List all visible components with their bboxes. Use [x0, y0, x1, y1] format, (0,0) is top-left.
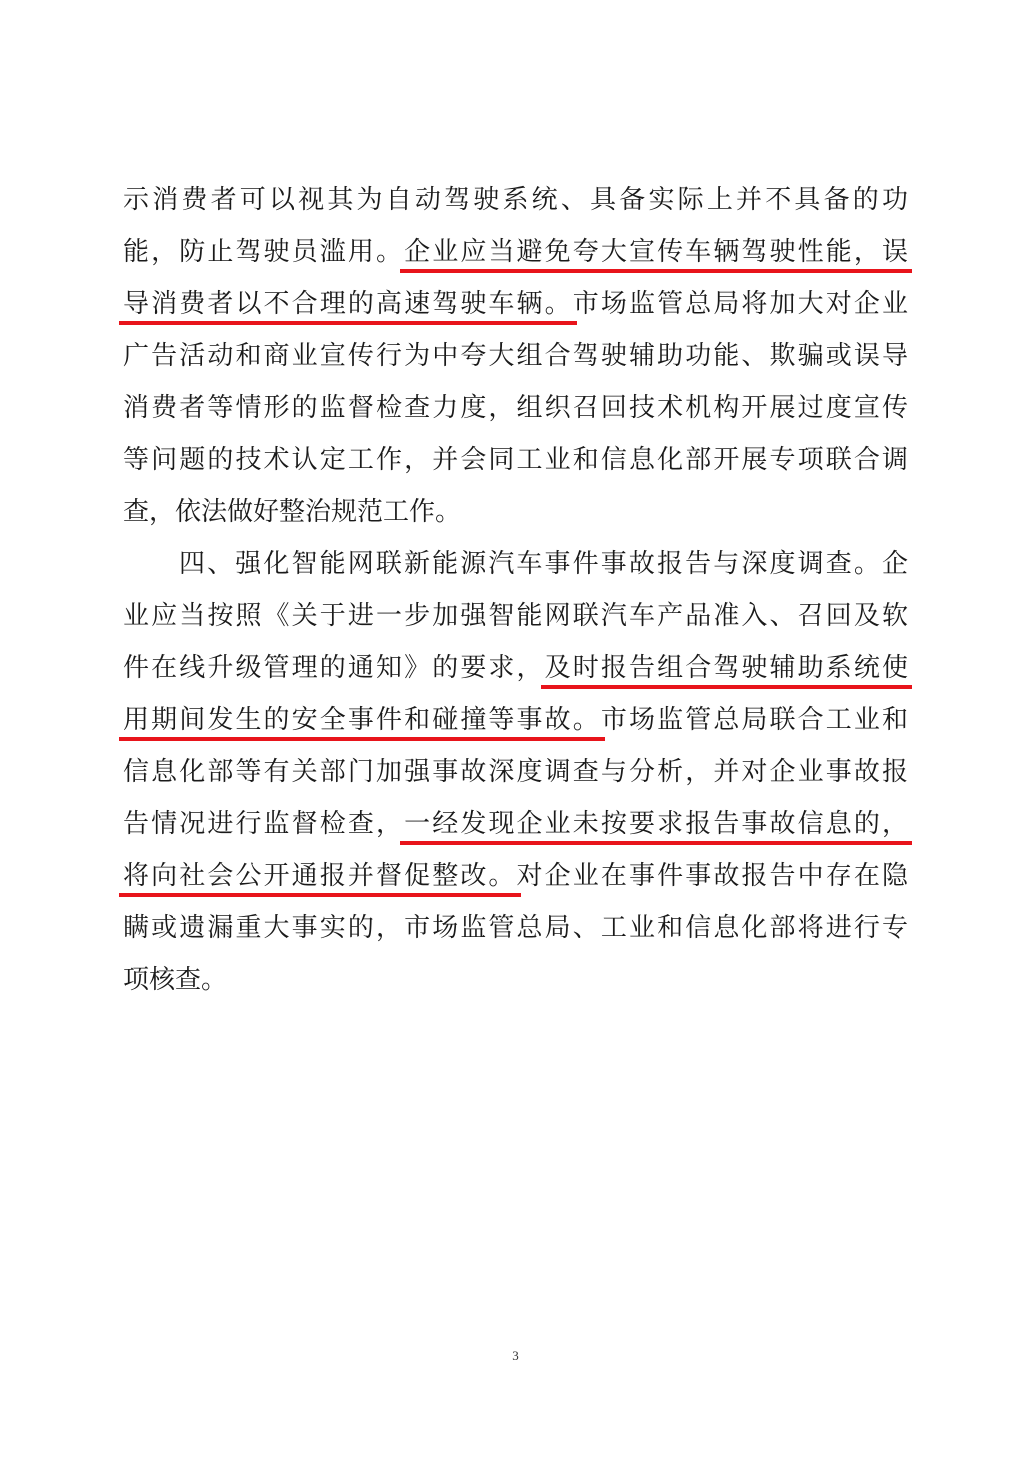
- text-line: [123, 434, 908, 486]
- text-segment: 示消费者可以视其为自动驾驶系统、具备实际上并不具备的功: [123, 185, 908, 215]
- text-line: [123, 850, 908, 902]
- text-line: [123, 538, 908, 590]
- text-segment: 消费者等情形的监督检查力度，组织召回技术机构开展过度宣传: [123, 393, 908, 423]
- underlined-text: 及时报告组合驾驶辅助系统使: [541, 653, 912, 689]
- text-segment: 能，防止驾驶员滥用。: [123, 237, 405, 267]
- text-segment: 四、强化智能网联新能源汽车事件事故报告与深度调查。企: [179, 549, 908, 579]
- text-segment: 件在线升级管理的通知》的要求，: [123, 653, 545, 683]
- text-segment: 业应当按照《关于进一步加强智能网联汽车产品准入、召回及软: [123, 601, 908, 631]
- underlined-text: 用期间发生的安全事件和碰撞等事故。: [119, 705, 605, 741]
- text-segment: 查，依法做好整治规范工作。: [123, 497, 462, 527]
- text-segment: 信息化部等有关部门加强事故深度调查与分析，并对企业事故报: [123, 757, 908, 787]
- text-segment: 告情况进行监督检查，: [123, 809, 405, 839]
- page-number: 3: [512, 1348, 519, 1363]
- text-segment: 对企业在事件事故报告中存在隐: [516, 861, 908, 891]
- text-segment: 等问题的技术认定工作，并会同工业和信息化部开展专项联合调: [123, 445, 908, 475]
- text-line: [123, 642, 908, 694]
- underlined-text: 一经发现企业未按要求报告事故信息的，: [400, 809, 912, 845]
- text-line: [123, 798, 908, 850]
- text-segment: 瞒或遗漏重大事实的，市场监管总局、工业和信息化部将进行专: [123, 913, 908, 943]
- text-segment: 市场监管总局将加大对企业: [572, 289, 908, 319]
- underlined-text: 导消费者以不合理的高速驾驶车辆。: [119, 289, 577, 325]
- underlined-text: 将向社会公开通报并督促整改。: [119, 861, 521, 897]
- text-line: [123, 174, 908, 226]
- text-line: [123, 382, 908, 434]
- text-segment: 广告活动和商业宣传行为中夸大组合驾驶辅助功能、欺骗或误导: [123, 341, 908, 371]
- text-line: [123, 902, 908, 954]
- text-line: [123, 694, 908, 746]
- text-line: [123, 330, 908, 382]
- text-line: [123, 226, 908, 278]
- text-line: [123, 746, 908, 798]
- text-segment: 项核查。: [123, 965, 228, 995]
- underlined-text: 企业应当避免夸大宣传车辆驾驶性能，误: [400, 237, 912, 273]
- text-segment: 市场监管总局联合工业和: [600, 705, 908, 735]
- text-line: [123, 590, 908, 642]
- text-line: [123, 486, 908, 538]
- text-line: [123, 278, 908, 330]
- document-body: [123, 174, 908, 1006]
- text-line: [123, 954, 908, 1006]
